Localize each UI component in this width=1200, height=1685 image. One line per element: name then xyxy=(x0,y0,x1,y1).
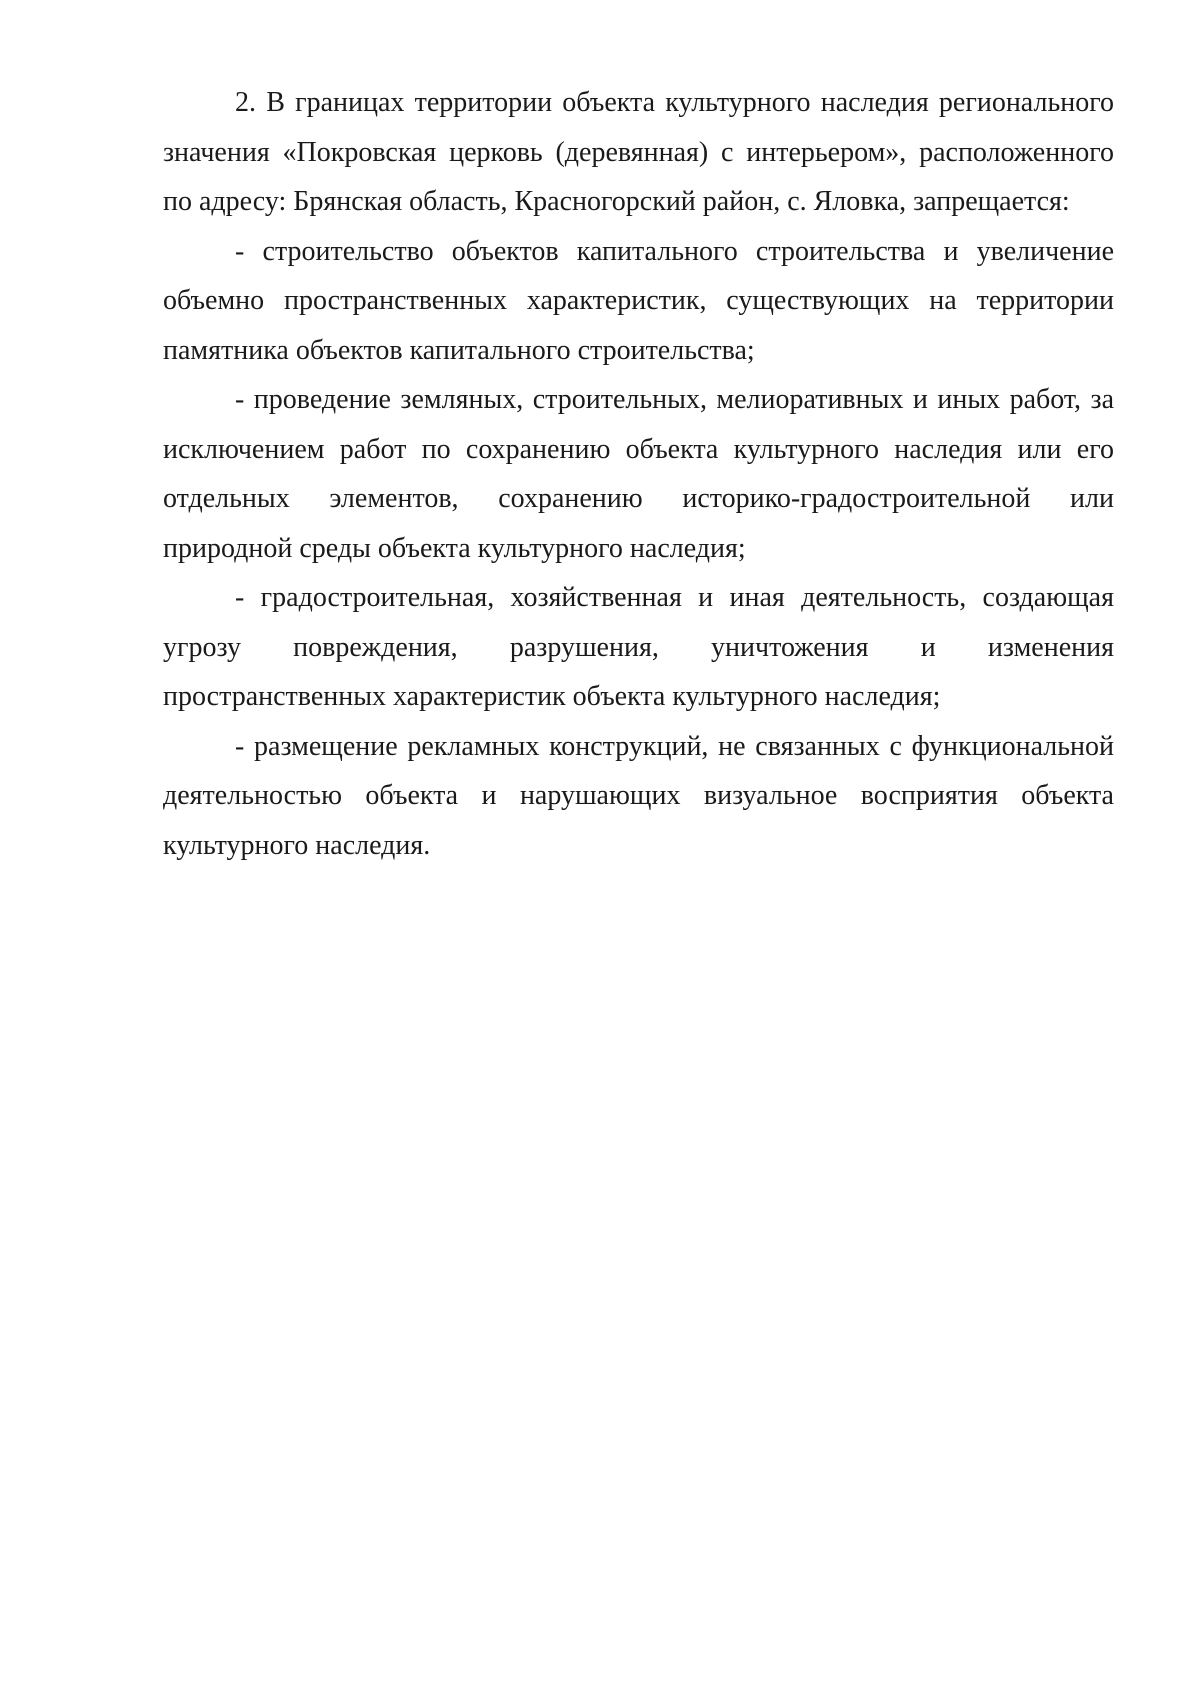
paragraph-earthworks: - проведение земляных, строительных, мелиоративных и иных работ, за исключением работ по сохранению объекта культурного наследия или его отдельных элементов, сохранению историко-градостроительной или природной среды объекта культурного наследия; xyxy=(163,384,1114,564)
paragraph-advertising: - размещение рекламных конструкций, не связанных с функциональной деятельностью объекта и нарушающих визуальное восприятия объекта культурного наследия. xyxy=(163,730,1114,861)
paragraph-capital-construction: - строительство объектов капитального строительства и увеличение объемно пространственных характеристик, существующих на территории памятника объектов капитального строительства; xyxy=(163,235,1114,366)
paragraph-urban-activity: - градостроительная, хозяйственная и иная деятельность, создающая угрозу повреждения, разрушения, уничтожения и изменения пространственных характеристик объекта культурного наследия; xyxy=(163,582,1114,712)
document-body xyxy=(163,78,1114,870)
paragraph-prohibitions-intro: 2. В границах территории объекта культурного наследия регионального значения «Покровская церковь (деревянная) с интерьером», расположенного по адресу: Брянская область, Красногорский район, с. Яловка, запрещается: xyxy=(163,87,1114,217)
